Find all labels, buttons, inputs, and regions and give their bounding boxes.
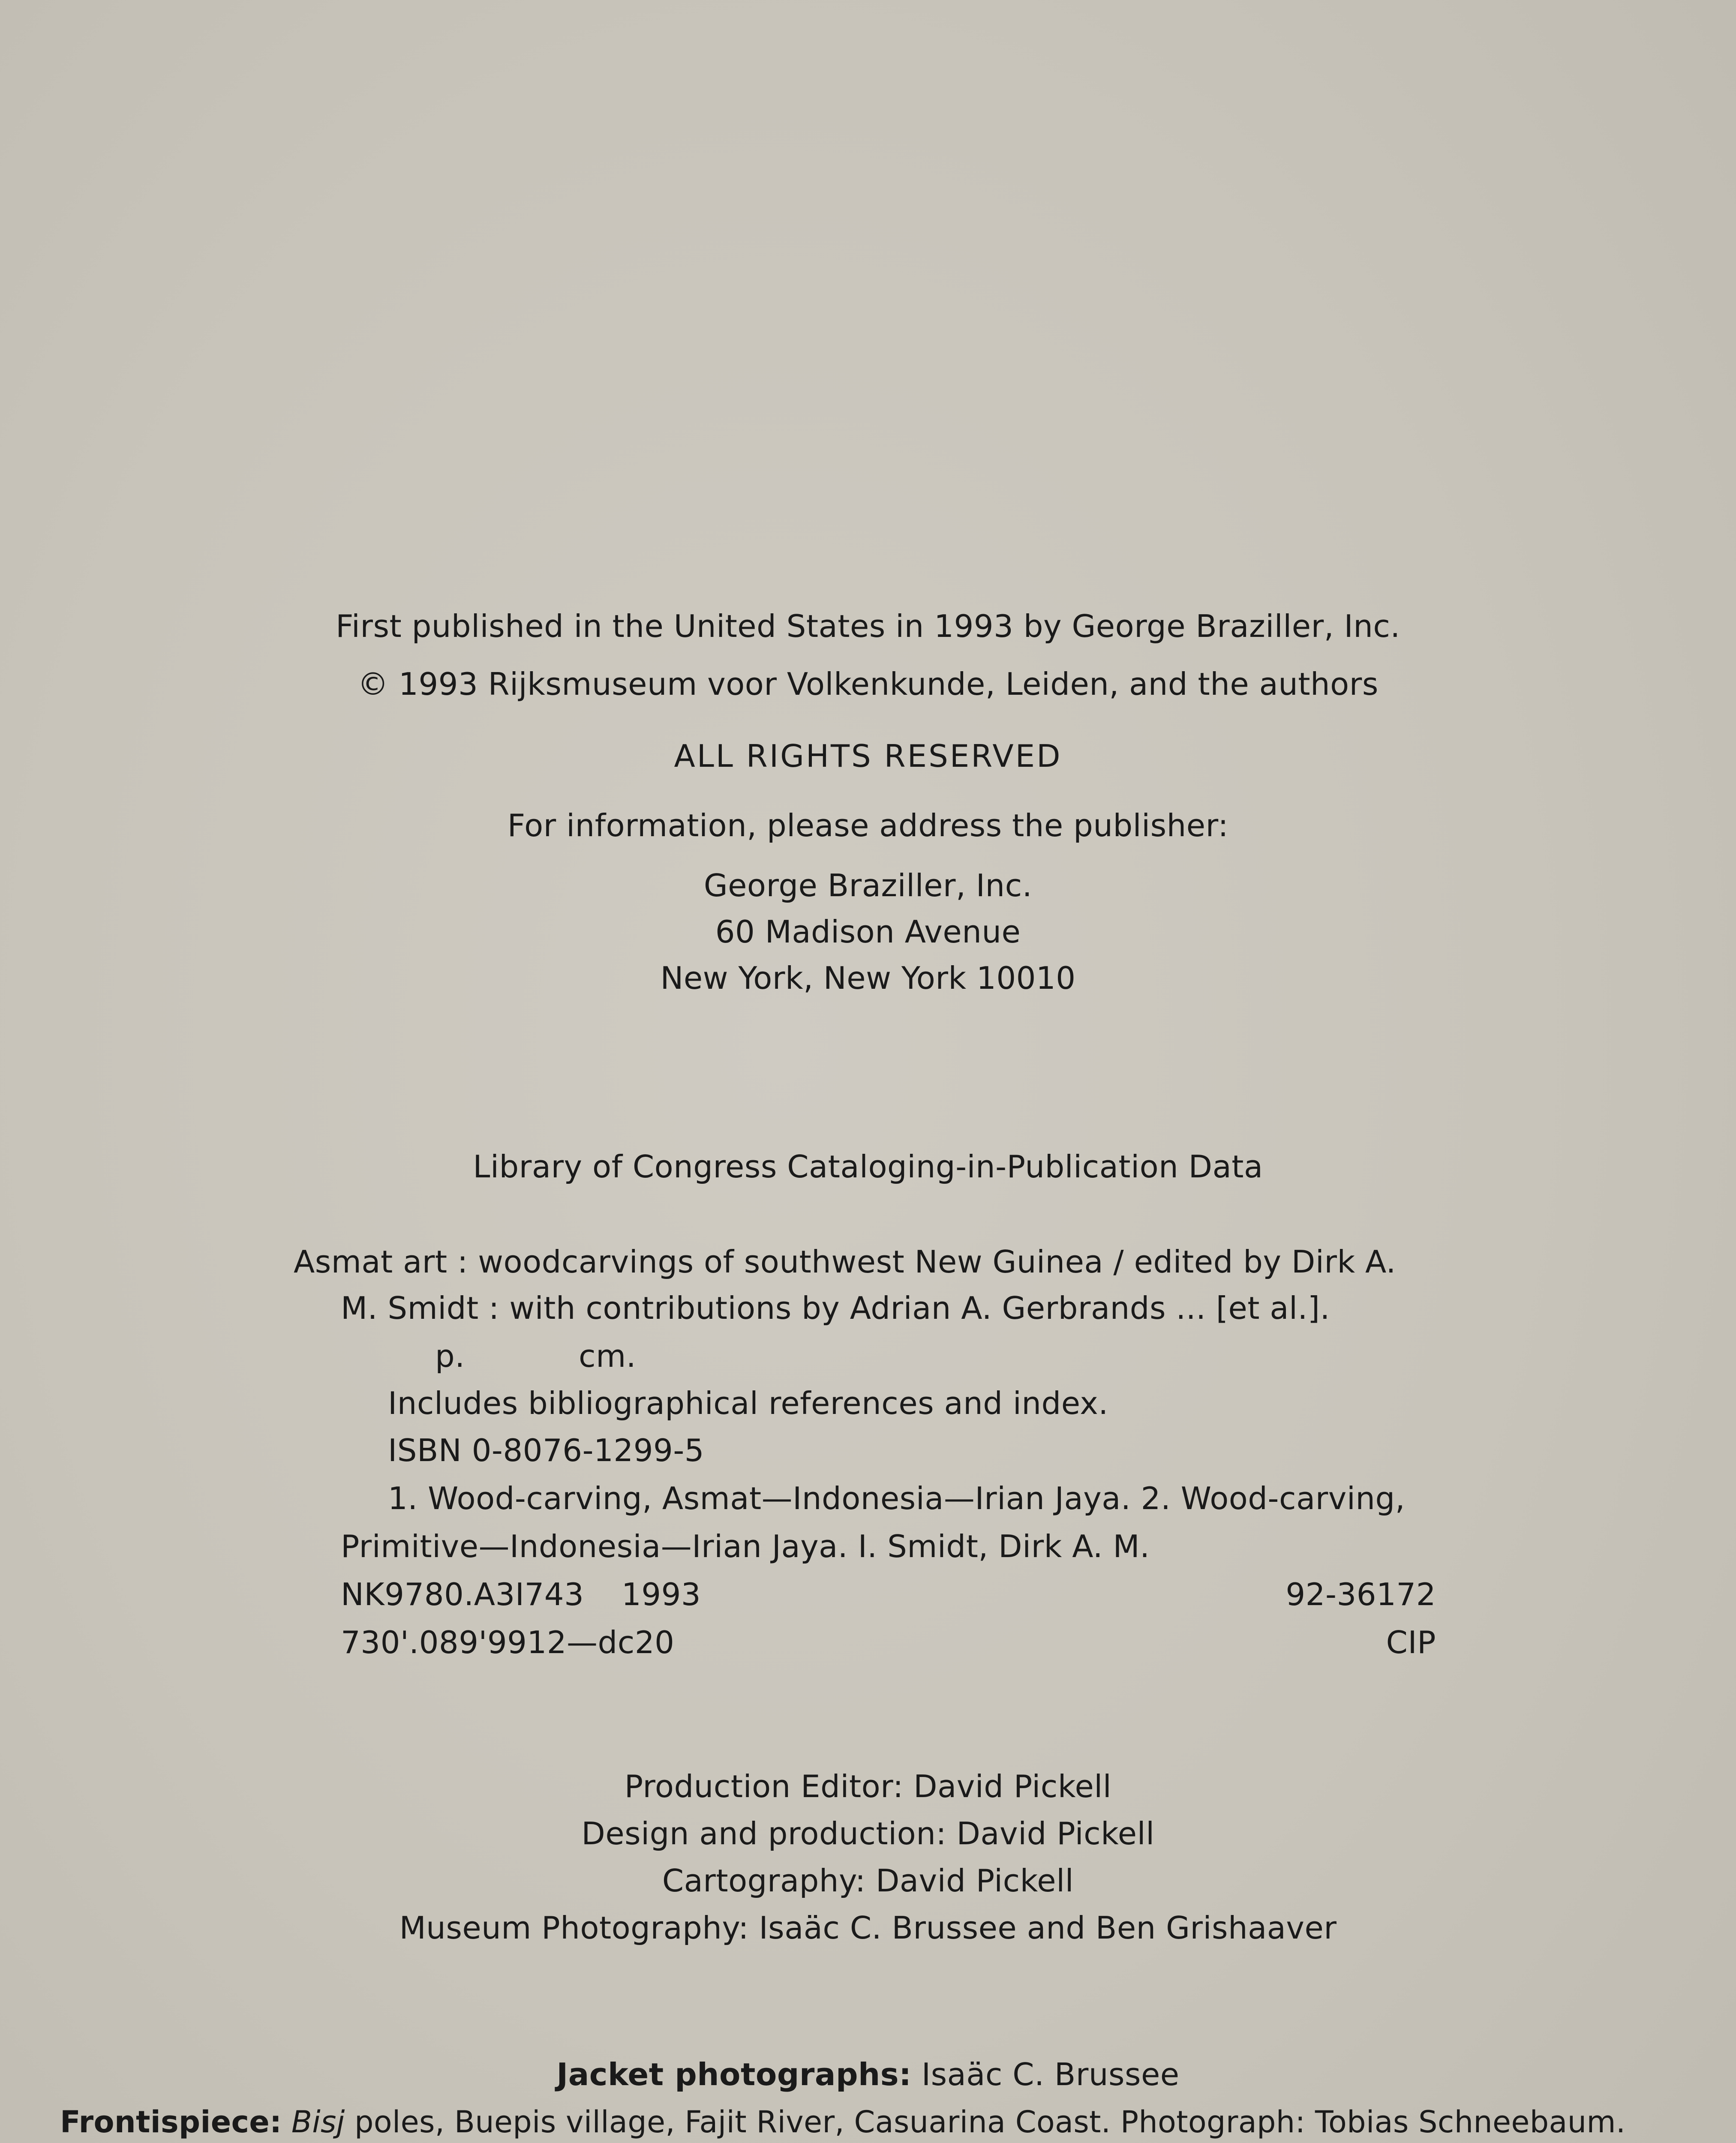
frontispiece-italic-term: Bisj [282, 2104, 345, 2140]
first-published-line: First published in the United States in 1993 by George Braziller, Inc. [336, 608, 1400, 644]
cip-heading: Library of Congress Cataloging-in-Publication Data [473, 1149, 1263, 1185]
cip-title-line-1: Asmat art : woodcarvings of southwest New Guinea / edited by Dirk A. [294, 1244, 1396, 1280]
cip-bibliography: Includes bibliographical references and index. [388, 1385, 1108, 1421]
cip-subjects-line-1: 1. Wood-carving, Asmat—Indonesia—Irian Jaya. 2. Wood-carving, [388, 1480, 1406, 1516]
frontispiece-value: poles, Buepis village, Fajit River, Casuarina Coast. Photograph: Tobias Schneebaum. [345, 2104, 1626, 2140]
jacket-label: Jacket photographs: [556, 2056, 912, 2092]
cip-label: CIP [1386, 1624, 1436, 1660]
frontispiece-label: Frontispiece: [60, 2104, 282, 2140]
publisher-info-prompt: For information, please address the publisher: [507, 807, 1229, 843]
copyright-line: © 1993 Rijksmuseum voor Volkenkunde, Leiden, and the authors [357, 666, 1379, 702]
credit-museum-photography: Museum Photography: Isaäc C. Brussee and Ben Grishaaver [399, 1910, 1337, 1946]
credit-production-editor: Production Editor: David Pickell [624, 1768, 1112, 1804]
cip-title-line-2: M. Smidt : with contributions by Adrian A. Gerbrands ... [et al.]. [341, 1290, 1330, 1326]
cip-cm: cm. [579, 1338, 637, 1374]
credit-jacket-photographs [0, 2056, 1736, 2092]
credit-cartography: Cartography: David Pickell [662, 1863, 1074, 1899]
cip-dewey: 730'.089'9912—dc20 [341, 1624, 675, 1660]
publisher-name: George Braziller, Inc. [703, 867, 1033, 903]
cip-subjects-line-2: Primitive—Indonesia—Irian Jaya. I. Smidt, Dirk A. M. [341, 1528, 1150, 1564]
publisher-city: New York, New York 10010 [660, 960, 1076, 996]
credit-design: Design and production: David Pickell [581, 1816, 1155, 1852]
cip-lccn: 92-36172 [1285, 1576, 1436, 1612]
cip-lc-year: 1993 [622, 1576, 701, 1612]
all-rights-reserved: ALL RIGHTS RESERVED [674, 738, 1062, 774]
credit-frontispiece [60, 2104, 1626, 2140]
cip-pages: p. [435, 1338, 465, 1374]
cip-isbn: ISBN 0-8076-1299-5 [388, 1432, 705, 1468]
cip-lc-call-number: NK9780.A3I743 [341, 1576, 584, 1612]
jacket-value: Isaäc C. Brussee [911, 2056, 1180, 2092]
publisher-street: 60 Madison Avenue [715, 914, 1021, 950]
